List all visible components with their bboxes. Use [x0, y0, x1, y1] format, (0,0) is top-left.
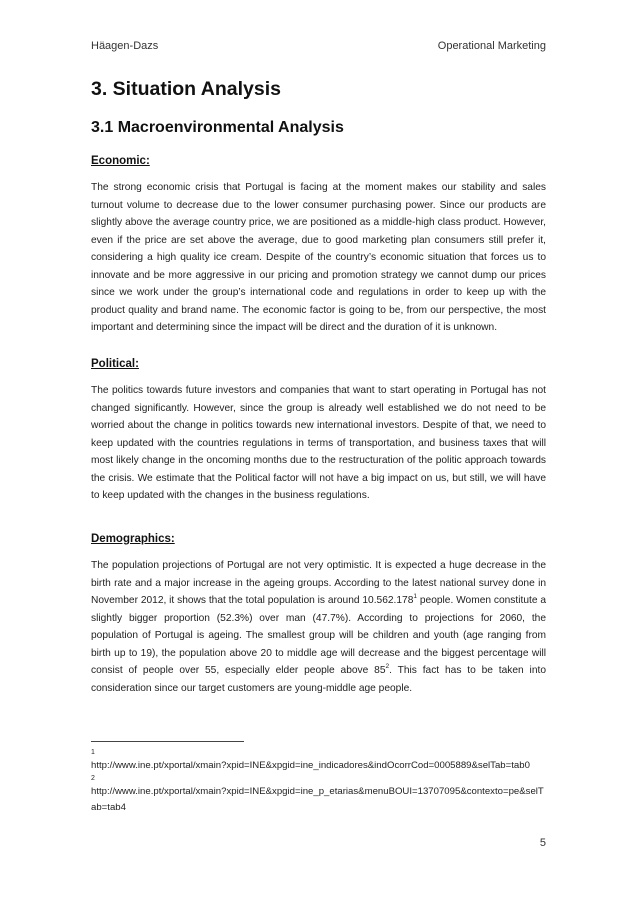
political-paragraph: The politics towards future investors and companies that want to start operating in Portugal has not changed significantly. However, since the group is already well established we do not need to be worried about the change in politics towards new international investors. Despite of that, we need to keep updated with the countries regulations in terms of transportation, and business taxes that will most likely change in the oncoming months due to the restructuration of the politic approach towards the crisis. We estimate that the Political factor will not have a big impact on us, but still, we will have to keep updated with the changes in the business regulations.	[91, 385, 546, 501]
footnotes	[91, 748, 546, 816]
section-heading: 3. Situation Analysis	[91, 78, 281, 100]
demographics-paragraph	[91, 557, 546, 697]
economic-paragraph: The strong economic crisis that Portugal is facing at the moment makes our stability and sales turnout volume to decrease due to the lower consumer purchasing power. Since our products are slightly above the average country price, we are positioned as a middle-high class product. However, even if the price are set above the average, due to good marketing plan consumers still prefer it, considering a high quality ice cream. Despite of the country’s economic situation that forces us to innovate and be more aggressive in our pricing and promotion strategy we cannot dump our prices since we work under the group’s international code and regulations in order to keep up with the product quality and brand name. The economic factor is going to be, from our perspective, the most important and determining since the impact will be direct and the duration of it is unknown.	[91, 182, 546, 333]
demographics-text-part-2: people. Women constitute a slightly bigger proportion (52.3%) over man (47.7%). According to projections for 2060, the population of Portugal is ageing. The smallest group will be children and youth (age ranging from birth up to 19), the population above 20 to middle age will decrease and the biggest percentage will consist of people over 55, especially elder people above 85	[91, 595, 546, 676]
footnote-number: 1	[91, 749, 95, 756]
demographics-text-part-1: The population projections of Portugal are not very optimistic. It is expected a huge decrease in the birth rate and a major increase in the ageing groups. According to the latest national survey done in November 2012, it shows that the total population is around 10.562.178	[91, 560, 546, 606]
political-section	[91, 355, 546, 505]
header-right: Operational Marketing	[437, 40, 546, 52]
footnote-link[interactable]: http://www.ine.pt/xportal/xmain?xpid=INE&xpgid=ine_indicadores&indOcorrCod=0005889&selTab=tab0	[91, 760, 530, 771]
page-header	[91, 40, 546, 52]
political-title: Political:	[91, 358, 139, 370]
footnote-ref-2[interactable]: 2	[385, 663, 390, 670]
footnote-separator	[91, 741, 244, 742]
economic-section	[91, 152, 546, 337]
demographics-section	[91, 530, 546, 697]
header-left: Häagen-Dazs	[91, 40, 159, 52]
demographics-text-part-3: . This fact has to be taken into consideration since our target customers are young-middle age people.	[91, 665, 546, 694]
page-number: 5	[539, 837, 546, 849]
footnote-number: 2	[91, 775, 95, 782]
footnote-link[interactable]: http://www.ine.pt/xportal/xmain?xpid=INE&xpgid=ine_p_etarias&menuBOUI=13707095&contexto=pe&selTab=tab4	[91, 786, 544, 813]
demographics-title: Demographics:	[91, 533, 175, 545]
economic-title: Economic:	[91, 155, 150, 167]
subsection-heading: 3.1 Macroenvironmental Analysis	[91, 119, 344, 136]
footnote-ref-1[interactable]: 1	[413, 593, 418, 600]
